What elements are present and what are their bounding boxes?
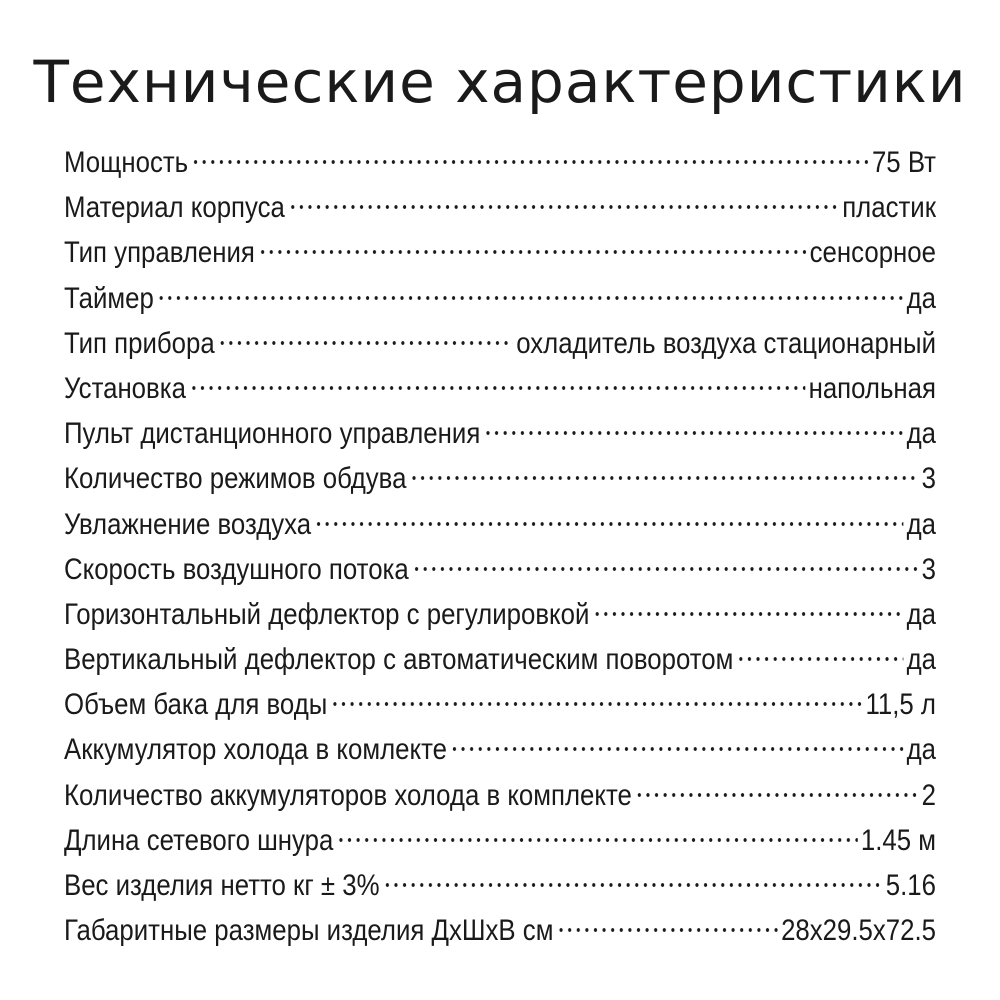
dot-leader [258,249,806,255]
spec-label: Горизонтальный дефлектор с регулировкой [64,597,590,631]
dot-leader [737,656,903,662]
spec-label: Тип прибора [64,326,215,360]
spec-label: Установка [64,371,186,405]
dot-leader [157,295,903,301]
spec-value: 3 [921,552,936,586]
spec-label: Количество аккумуляторов холода в комплекте [64,778,632,812]
spec-value: 75 Вт [871,146,936,179]
spec-label: Аккумулятор холода в комлекте [64,733,447,767]
spec-value: 5.16 [885,869,936,902]
spec-label: Пульт дистанционного управления [64,417,481,451]
dot-leader [315,521,904,527]
spec-row [64,727,936,772]
dot-leader [192,159,869,165]
spec-value: да [906,643,936,677]
spec-row [64,908,936,953]
spec-row [64,592,936,637]
spec-row [64,502,936,547]
spec-value: да [906,417,936,451]
dot-leader [410,475,918,481]
spec-label: Длина сетевого шнура [64,823,334,857]
spec-value: 28x29.5x72.5 [781,914,936,948]
spec-row [64,276,936,321]
spec-label: Тип управления [64,236,255,270]
dot-leader [383,882,882,888]
spec-row [64,682,936,727]
spec-value: 11,5 л [865,688,936,722]
spec-row [64,185,936,230]
spec-label: Количество режимов обдува [64,462,407,496]
spec-value: да [906,597,936,631]
spec-row [64,818,936,863]
spec-label: Объем бака для воды [64,688,328,722]
spec-value: да [906,281,936,315]
dot-leader [635,792,918,798]
dot-leader [557,927,778,933]
dot-leader [218,340,513,346]
spec-row [64,366,936,411]
spec-value: 3 [921,462,936,496]
spec-label: Материал корпуса [64,191,285,225]
spec-label: Габаритные размеры изделия ДхШхВ см [64,914,554,948]
spec-label: Увлажнение воздуха [64,507,312,541]
spec-value: пластик [842,191,936,225]
spec-row [64,547,936,592]
dot-leader [288,204,838,210]
spec-label: Вес изделия нетто кг ± 3% [64,869,380,902]
spec-row [64,863,936,908]
spec-label: Скорость воздушного потока [64,552,409,586]
dot-leader [484,430,903,436]
dot-leader [331,701,862,707]
dot-leader [189,385,805,391]
dot-leader [337,837,858,843]
spec-row [64,637,936,682]
spec-row [64,230,936,275]
page-title: Технические характеристики [33,48,967,116]
dot-leader [593,611,903,617]
spec-value: 2 [921,778,936,812]
spec-value: напольная [808,371,936,405]
spec-row [64,140,936,185]
spec-label: Вертикальный дефлектор с автоматическим поворотом [64,643,734,677]
spec-value: сенсорное [809,236,936,270]
spec-row [64,773,936,818]
spec-value: 1.45 м [860,823,936,857]
spec-value: да [906,507,936,541]
spec-value: охладитель воздуха стационарный [516,326,936,360]
spec-list [64,140,936,953]
dot-leader [412,566,918,572]
spec-row [64,411,936,456]
spec-label: Мощность [64,146,189,179]
spec-value: да [906,733,936,767]
spec-row [64,321,936,366]
dot-leader [450,746,903,752]
spec-row [64,456,936,501]
spec-label: Таймер [64,281,154,315]
